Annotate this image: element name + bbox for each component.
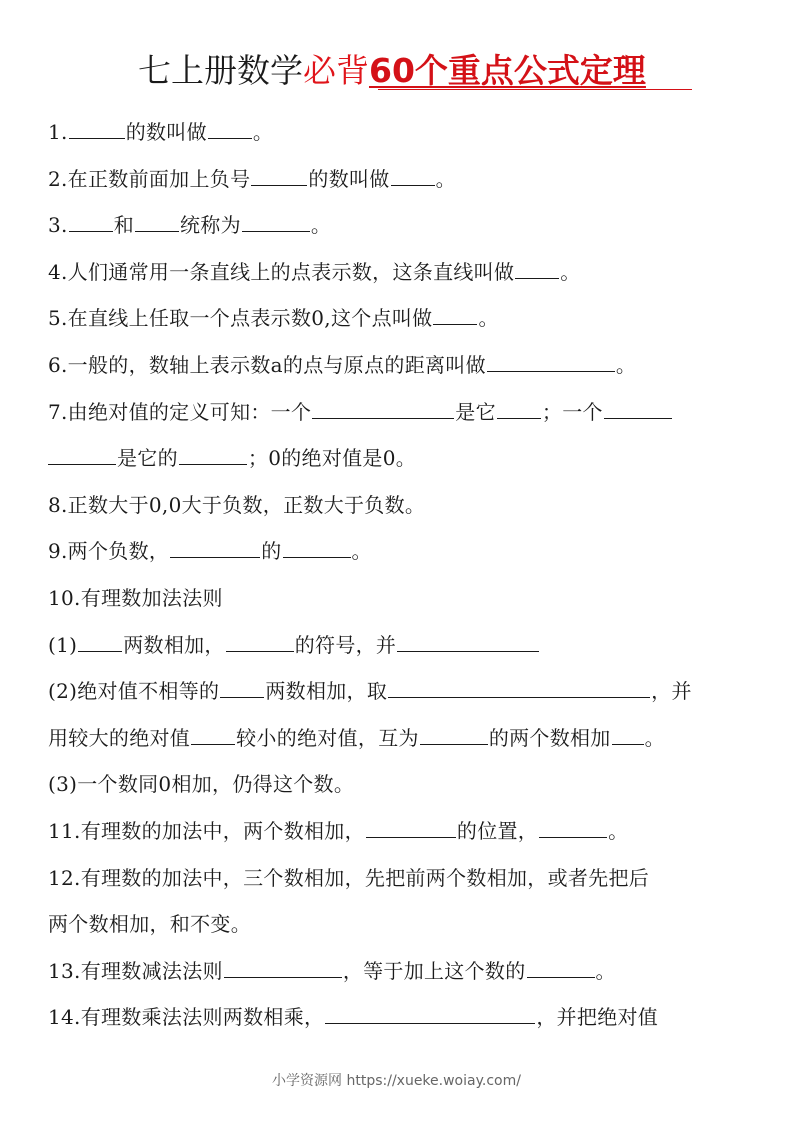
fill-blank xyxy=(69,209,113,232)
fill-blank xyxy=(283,535,351,558)
item-12-line-1 xyxy=(48,858,748,905)
item-text: 的位置， xyxy=(456,818,539,843)
item-text: 。 xyxy=(615,352,637,377)
item-text: 统称为 xyxy=(180,213,241,238)
fill-blank xyxy=(226,629,294,652)
item-text: 3. xyxy=(48,213,68,238)
fill-blank xyxy=(397,629,539,652)
item-text: ，等于加上这个数的 xyxy=(342,958,526,983)
item-text: 的符号，并 xyxy=(294,632,397,657)
fill-blank xyxy=(135,209,179,232)
item-text: 是它的 xyxy=(117,446,178,471)
fill-blank xyxy=(388,675,650,698)
item-text: 的 xyxy=(261,539,282,564)
item-text: (2)绝对值不相等的 xyxy=(48,679,220,704)
item-8 xyxy=(48,485,748,532)
item-1 xyxy=(48,112,748,159)
item-text: 。 xyxy=(644,725,665,750)
fill-blank xyxy=(179,442,247,465)
item-text: (3)一个数同0相加，仍得这个数。 xyxy=(48,772,355,797)
title-underline-rule xyxy=(378,89,692,90)
footer-source: 小学资源网 https://xueke.woiay.com/ xyxy=(272,1073,521,1089)
item-text: 1. xyxy=(48,120,68,144)
item-text: (1) xyxy=(48,632,78,657)
item-10-3 xyxy=(48,764,748,811)
fill-blank xyxy=(78,629,122,652)
item-text: 两数相加，取 xyxy=(265,679,388,704)
fill-blank xyxy=(420,722,488,745)
fill-blank xyxy=(191,722,235,745)
item-text: 4.人们通常用一条直线上的点表示数，这条直线叫做 xyxy=(48,259,515,284)
item-3 xyxy=(48,205,748,252)
title-part-red-bold: 60个重点公式定理 xyxy=(369,51,646,90)
item-text: 的数叫做 xyxy=(125,120,207,144)
fill-blank xyxy=(527,955,595,978)
item-14 xyxy=(48,997,748,1044)
item-text: 。 xyxy=(310,213,332,238)
fill-blank xyxy=(391,163,435,186)
item-text: 。 xyxy=(351,539,372,564)
title-part-black: 七上册数学 xyxy=(138,51,303,90)
fill-blank xyxy=(366,815,456,838)
item-text: ，并把绝对值 xyxy=(536,1005,659,1030)
item-text: 10.有理数加法法则 xyxy=(48,585,223,610)
item-text: 两数相加， xyxy=(123,632,225,657)
item-text: 9.两个负数， xyxy=(48,539,170,564)
fill-blank xyxy=(433,302,477,325)
item-10-1 xyxy=(48,625,748,672)
fill-blank xyxy=(220,675,264,698)
fill-blank xyxy=(170,535,260,558)
fill-blank xyxy=(312,396,454,419)
item-text: 12.有理数的加法中，三个数相加，先把前两个数相加，或者先把后 xyxy=(48,865,650,890)
item-text: 。 xyxy=(252,120,274,144)
item-text: ，并 xyxy=(651,679,692,704)
fill-blank xyxy=(487,349,615,372)
item-text: ；一个 xyxy=(541,399,603,424)
item-5 xyxy=(48,298,748,345)
document-body xyxy=(48,112,748,1044)
item-9 xyxy=(48,531,748,578)
fill-blank xyxy=(224,955,342,978)
item-text: 。 xyxy=(435,166,456,191)
item-text: 。 xyxy=(560,259,581,284)
item-text: 2.在正数前面加上负号 xyxy=(48,166,251,191)
item-13 xyxy=(48,951,748,998)
fill-blank xyxy=(604,396,672,419)
item-text: 。 xyxy=(478,306,499,331)
fill-blank xyxy=(539,815,607,838)
fill-blank xyxy=(48,442,116,465)
item-text: ；0的绝对值是0。 xyxy=(247,446,417,471)
fill-blank xyxy=(497,396,541,419)
document-title xyxy=(138,48,646,94)
item-6 xyxy=(48,345,748,392)
item-text: 是它 xyxy=(455,399,496,424)
item-text: 13.有理数减法法则 xyxy=(48,958,223,983)
fill-blank xyxy=(515,256,559,279)
item-7-line-1 xyxy=(48,392,748,439)
item-10-2-line-2 xyxy=(48,718,748,765)
fill-blank xyxy=(612,722,644,745)
item-7-line-2 xyxy=(48,438,748,485)
item-11 xyxy=(48,811,748,858)
title-part-red: 必背 xyxy=(303,51,369,90)
item-text: 8.正数大于0,0大于负数，正数大于负数。 xyxy=(48,492,426,517)
item-text: 和 xyxy=(113,213,134,238)
item-text: 5.在直线上任取一个点表示数0,这个点叫做 xyxy=(48,306,433,331)
item-text: 7.由绝对值的定义可知：一个 xyxy=(48,399,312,424)
item-2 xyxy=(48,159,748,206)
item-text: 的两个数相加 xyxy=(488,725,611,750)
item-text: 两个数相加，和不变。 xyxy=(48,912,251,937)
fill-blank xyxy=(208,116,252,139)
fill-blank xyxy=(69,116,125,139)
item-text: 的数叫做 xyxy=(308,166,390,191)
item-text: 用较大的绝对值 xyxy=(48,725,191,750)
fill-blank xyxy=(325,1001,535,1024)
fill-blank xyxy=(251,163,307,186)
item-text: 6.一般的，数轴上表示数a的点与原点的距离叫做 xyxy=(48,352,486,377)
item-text: 11.有理数的加法中，两个数相加， xyxy=(48,818,365,843)
item-10-2-line-1 xyxy=(48,671,748,718)
fill-blank xyxy=(242,209,310,232)
item-text: 。 xyxy=(595,958,616,983)
item-4 xyxy=(48,252,748,299)
item-12-line-2 xyxy=(48,904,748,951)
item-text: 较小的绝对值，互为 xyxy=(236,725,419,750)
item-text: 14.有理数乘法法则两数相乘， xyxy=(48,1005,325,1030)
item-10 xyxy=(48,578,748,625)
item-text: 。 xyxy=(608,818,629,843)
